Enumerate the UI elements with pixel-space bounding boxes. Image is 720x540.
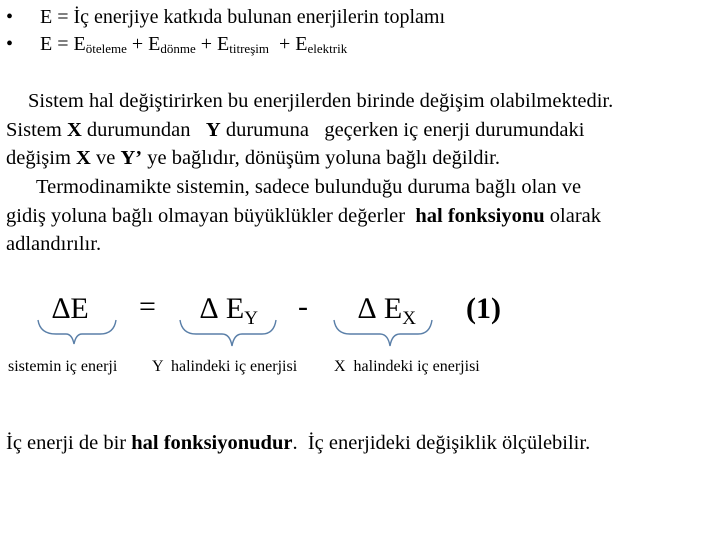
brace-term-x-icon xyxy=(334,320,432,346)
equation-lhs: ∆E xyxy=(52,292,89,325)
paragraph-1-line-3: değişim X ve Y’ ye bağlıdır, dönüşüm yoluna bağlı değildir. xyxy=(6,147,500,169)
brace-term-y-icon xyxy=(180,320,276,346)
label-y-internal-energy: Y halindeki iç enerjisi xyxy=(152,358,298,375)
bullet-1-text: İç enerjiye katkıda bulunan enerjilerin toplamı xyxy=(73,6,446,28)
plus-sign: + xyxy=(200,33,213,55)
paragraph-state-function xyxy=(6,173,718,259)
label-system-internal-energy: sistemin iç enerji xyxy=(8,358,118,375)
equation-number: (1) xyxy=(466,292,501,325)
label-x-internal-energy: X halindeki iç enerjisi xyxy=(334,358,480,375)
paragraph-2-line-2: gidiş yoluna bağlı olmayan büyüklükler değerler hal fonksiyonu olarak xyxy=(6,204,602,227)
bullet-icon: • xyxy=(6,33,14,55)
equation-term-x: ∆ $E_X$ xyxy=(358,292,416,329)
bullet-line-2 xyxy=(6,32,347,61)
energy-term-donme: $E_{dönme}$ xyxy=(148,33,196,56)
energy-term-titresim: $E_{titreşim}$ xyxy=(217,33,269,56)
paragraph-state-change xyxy=(6,87,718,173)
plus-sign: + xyxy=(278,33,291,55)
equation-equals: = xyxy=(139,290,156,323)
bullet-2-lhs: E = xyxy=(40,33,69,55)
paragraph-2-line-3: adlandırılır. xyxy=(6,233,102,255)
paragraph-2-line-1: Termodinamikte sistemin, sadece bulunduğu duruma bağlı olan ve xyxy=(36,176,582,198)
equation-braces xyxy=(0,318,720,354)
energy-term-elektrik: $E_{elektrik}$ xyxy=(295,33,348,56)
final-sentence: İç enerji de bir hal fonksiyonudur. İç enerjideki değişiklik ölçülebilir. xyxy=(6,432,591,454)
paragraph-1-line-2: Sistem X durumundan Y durumuna geçerken iç enerji durumundaki xyxy=(6,118,585,141)
bullet-1-lhs: E = xyxy=(40,6,69,28)
energy-term-oteleme: $E_{öteleme}$ xyxy=(73,33,127,56)
bullet-icon: • xyxy=(6,6,14,28)
brace-lhs-icon xyxy=(38,320,116,344)
bullet-line-1 xyxy=(6,5,445,29)
paragraph-1-line-1: Sistem hal değiştirirken bu enerjilerden birinde değişim olabilmektedir. xyxy=(28,90,614,112)
equation-term-y: ∆ $E_Y$ xyxy=(200,292,258,329)
equation-minus: - xyxy=(298,290,308,323)
plus-sign: + xyxy=(131,33,144,55)
